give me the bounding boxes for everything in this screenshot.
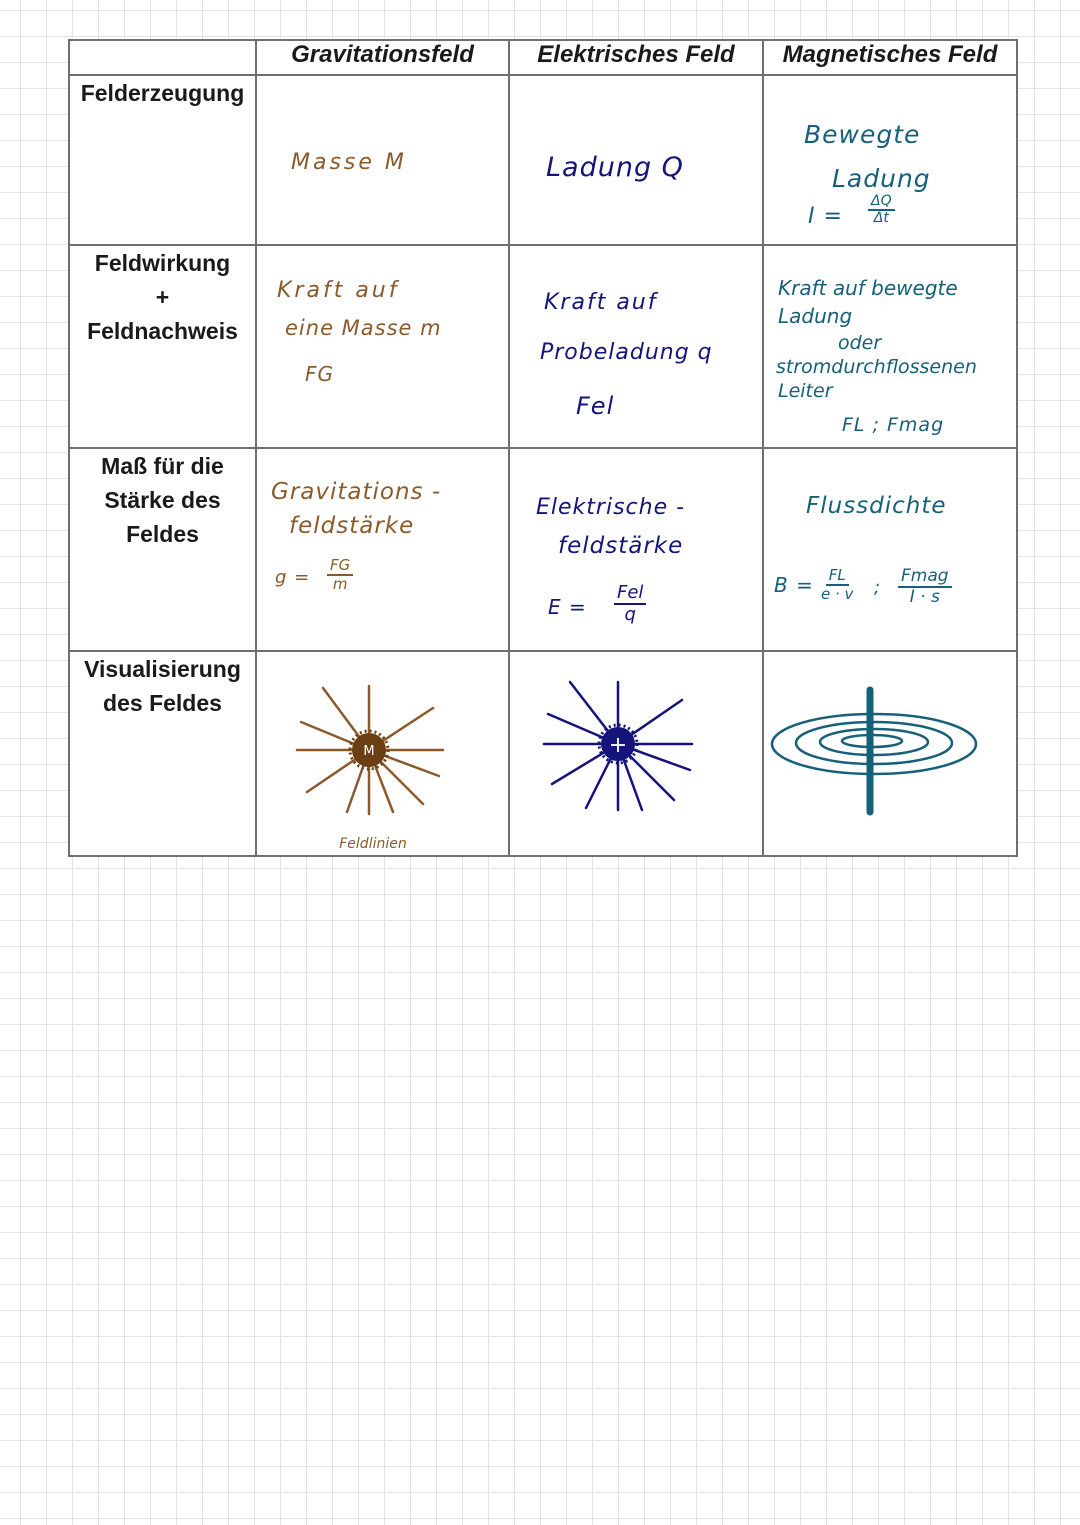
- feldstaerke-text: feldstärke: [289, 513, 415, 539]
- mass-label: M: [363, 744, 375, 759]
- formel2-den: I · s: [909, 586, 940, 607]
- row-label-line: Maß für die: [101, 453, 224, 479]
- bewegte-text: Bewegte: [804, 120, 921, 149]
- kraft-bewegte-text: Kraft auf bewegte: [778, 276, 958, 300]
- cell-magnetisch-wirkung: [763, 245, 1017, 448]
- probeladung-text: Probeladung q: [540, 340, 713, 365]
- formel-num: Fel: [614, 583, 646, 605]
- row-label-line: Visualisierung: [84, 656, 241, 682]
- cell-elektrisch-staerke: [509, 448, 763, 651]
- strom-num: ΔQ: [868, 194, 895, 211]
- row-label-line: +: [155, 284, 170, 310]
- strom-lhs: I =: [808, 204, 843, 229]
- cell-gravitation-staerke: [256, 448, 509, 651]
- formel-den: m: [332, 574, 348, 593]
- fg-symbol: FG: [305, 362, 335, 386]
- cell-magnetisch-erzeugung: [763, 75, 1017, 245]
- elektrisch-field-diagram: [510, 652, 764, 857]
- leiter-text: Leiter: [778, 380, 833, 402]
- cell-gravitation-erzeugung: [256, 75, 509, 245]
- strom-den: Δt: [873, 210, 889, 227]
- formel-den: q: [624, 603, 636, 625]
- formel-lhs: B =: [774, 573, 814, 597]
- cell-gravitation-wirkung: [256, 245, 509, 448]
- cell-elektrisch-wirkung: [509, 245, 763, 448]
- kraft-auf-text: Kraft auf: [277, 278, 400, 303]
- row-header-feldwirkung: [69, 245, 256, 448]
- fel-symbol: Fel: [576, 392, 615, 420]
- ladung-text: Ladung: [832, 164, 931, 193]
- cell-elektrisch-visual: [509, 651, 763, 856]
- eine-masse-text: eine Masse m: [285, 316, 442, 340]
- col-header-magnetisch: Magnetisches Feld: [763, 40, 1017, 75]
- flussdichte-text: Flussdichte: [806, 493, 947, 519]
- ladung-text: Ladung: [778, 304, 853, 328]
- col-header-elektrisch: Elektrisches Feld: [509, 40, 763, 75]
- formel1-num: FL: [826, 567, 849, 586]
- row-label-line: Feldwirkung: [94, 250, 231, 276]
- charge-plus: +: [608, 733, 628, 758]
- formel2-num: Fmag: [898, 567, 952, 588]
- formel-num: FG: [327, 557, 353, 576]
- formel1-fraction: [818, 567, 856, 602]
- formel-separator: ;: [874, 577, 882, 598]
- formel-fraction: [614, 583, 646, 625]
- strom-fraction: [868, 194, 895, 227]
- formel-lhs: E =: [548, 595, 587, 619]
- formel2-fraction: [898, 567, 952, 606]
- col-header-gravitation: Gravitationsfeld: [256, 40, 509, 75]
- row-header-mass: [69, 448, 256, 651]
- kraft-auf-text: Kraft auf: [544, 290, 658, 315]
- fields-comparison-table: [68, 39, 1016, 853]
- feldstaerke-text: feldstärke: [558, 533, 684, 559]
- row-header-felderzeugung: [69, 75, 256, 245]
- corner-cell: [69, 40, 256, 75]
- row-label: Felderzeugung: [80, 80, 245, 106]
- ladung-text: Ladung Q: [546, 152, 684, 183]
- row-label-line: Feldes: [126, 521, 199, 547]
- cell-magnetisch-staerke: [763, 448, 1017, 651]
- row-label-line: Feldnachweis: [87, 318, 238, 344]
- kraft-symbols: FL ; Fmag: [842, 414, 945, 436]
- cell-elektrisch-erzeugung: [509, 75, 763, 245]
- oder-text: oder: [838, 332, 882, 354]
- gravitation-field-diagram: [257, 652, 510, 857]
- row-label-line: Stärke des: [104, 487, 221, 513]
- masse-text: Masse M: [291, 150, 407, 175]
- row-label-line: des Feldes: [103, 690, 222, 716]
- magnetisch-field-diagram: [764, 652, 1018, 857]
- formel-lhs: g =: [275, 567, 311, 588]
- formel-fraction: [327, 557, 353, 592]
- cell-gravitation-visual: [256, 651, 509, 856]
- formel1-den: e · v: [821, 584, 854, 603]
- cell-magnetisch-visual: [763, 651, 1017, 856]
- feldlinien-label: Feldlinien: [339, 836, 407, 852]
- field-loops: [772, 714, 976, 774]
- row-header-visualisierung: [69, 651, 256, 856]
- stromdurchflossen-text: stromdurchflossenen: [776, 356, 977, 378]
- gravitations-text: Gravitations -: [271, 479, 442, 505]
- comparison-grid: [68, 39, 1018, 857]
- elektrische-text: Elektrische -: [536, 495, 686, 520]
